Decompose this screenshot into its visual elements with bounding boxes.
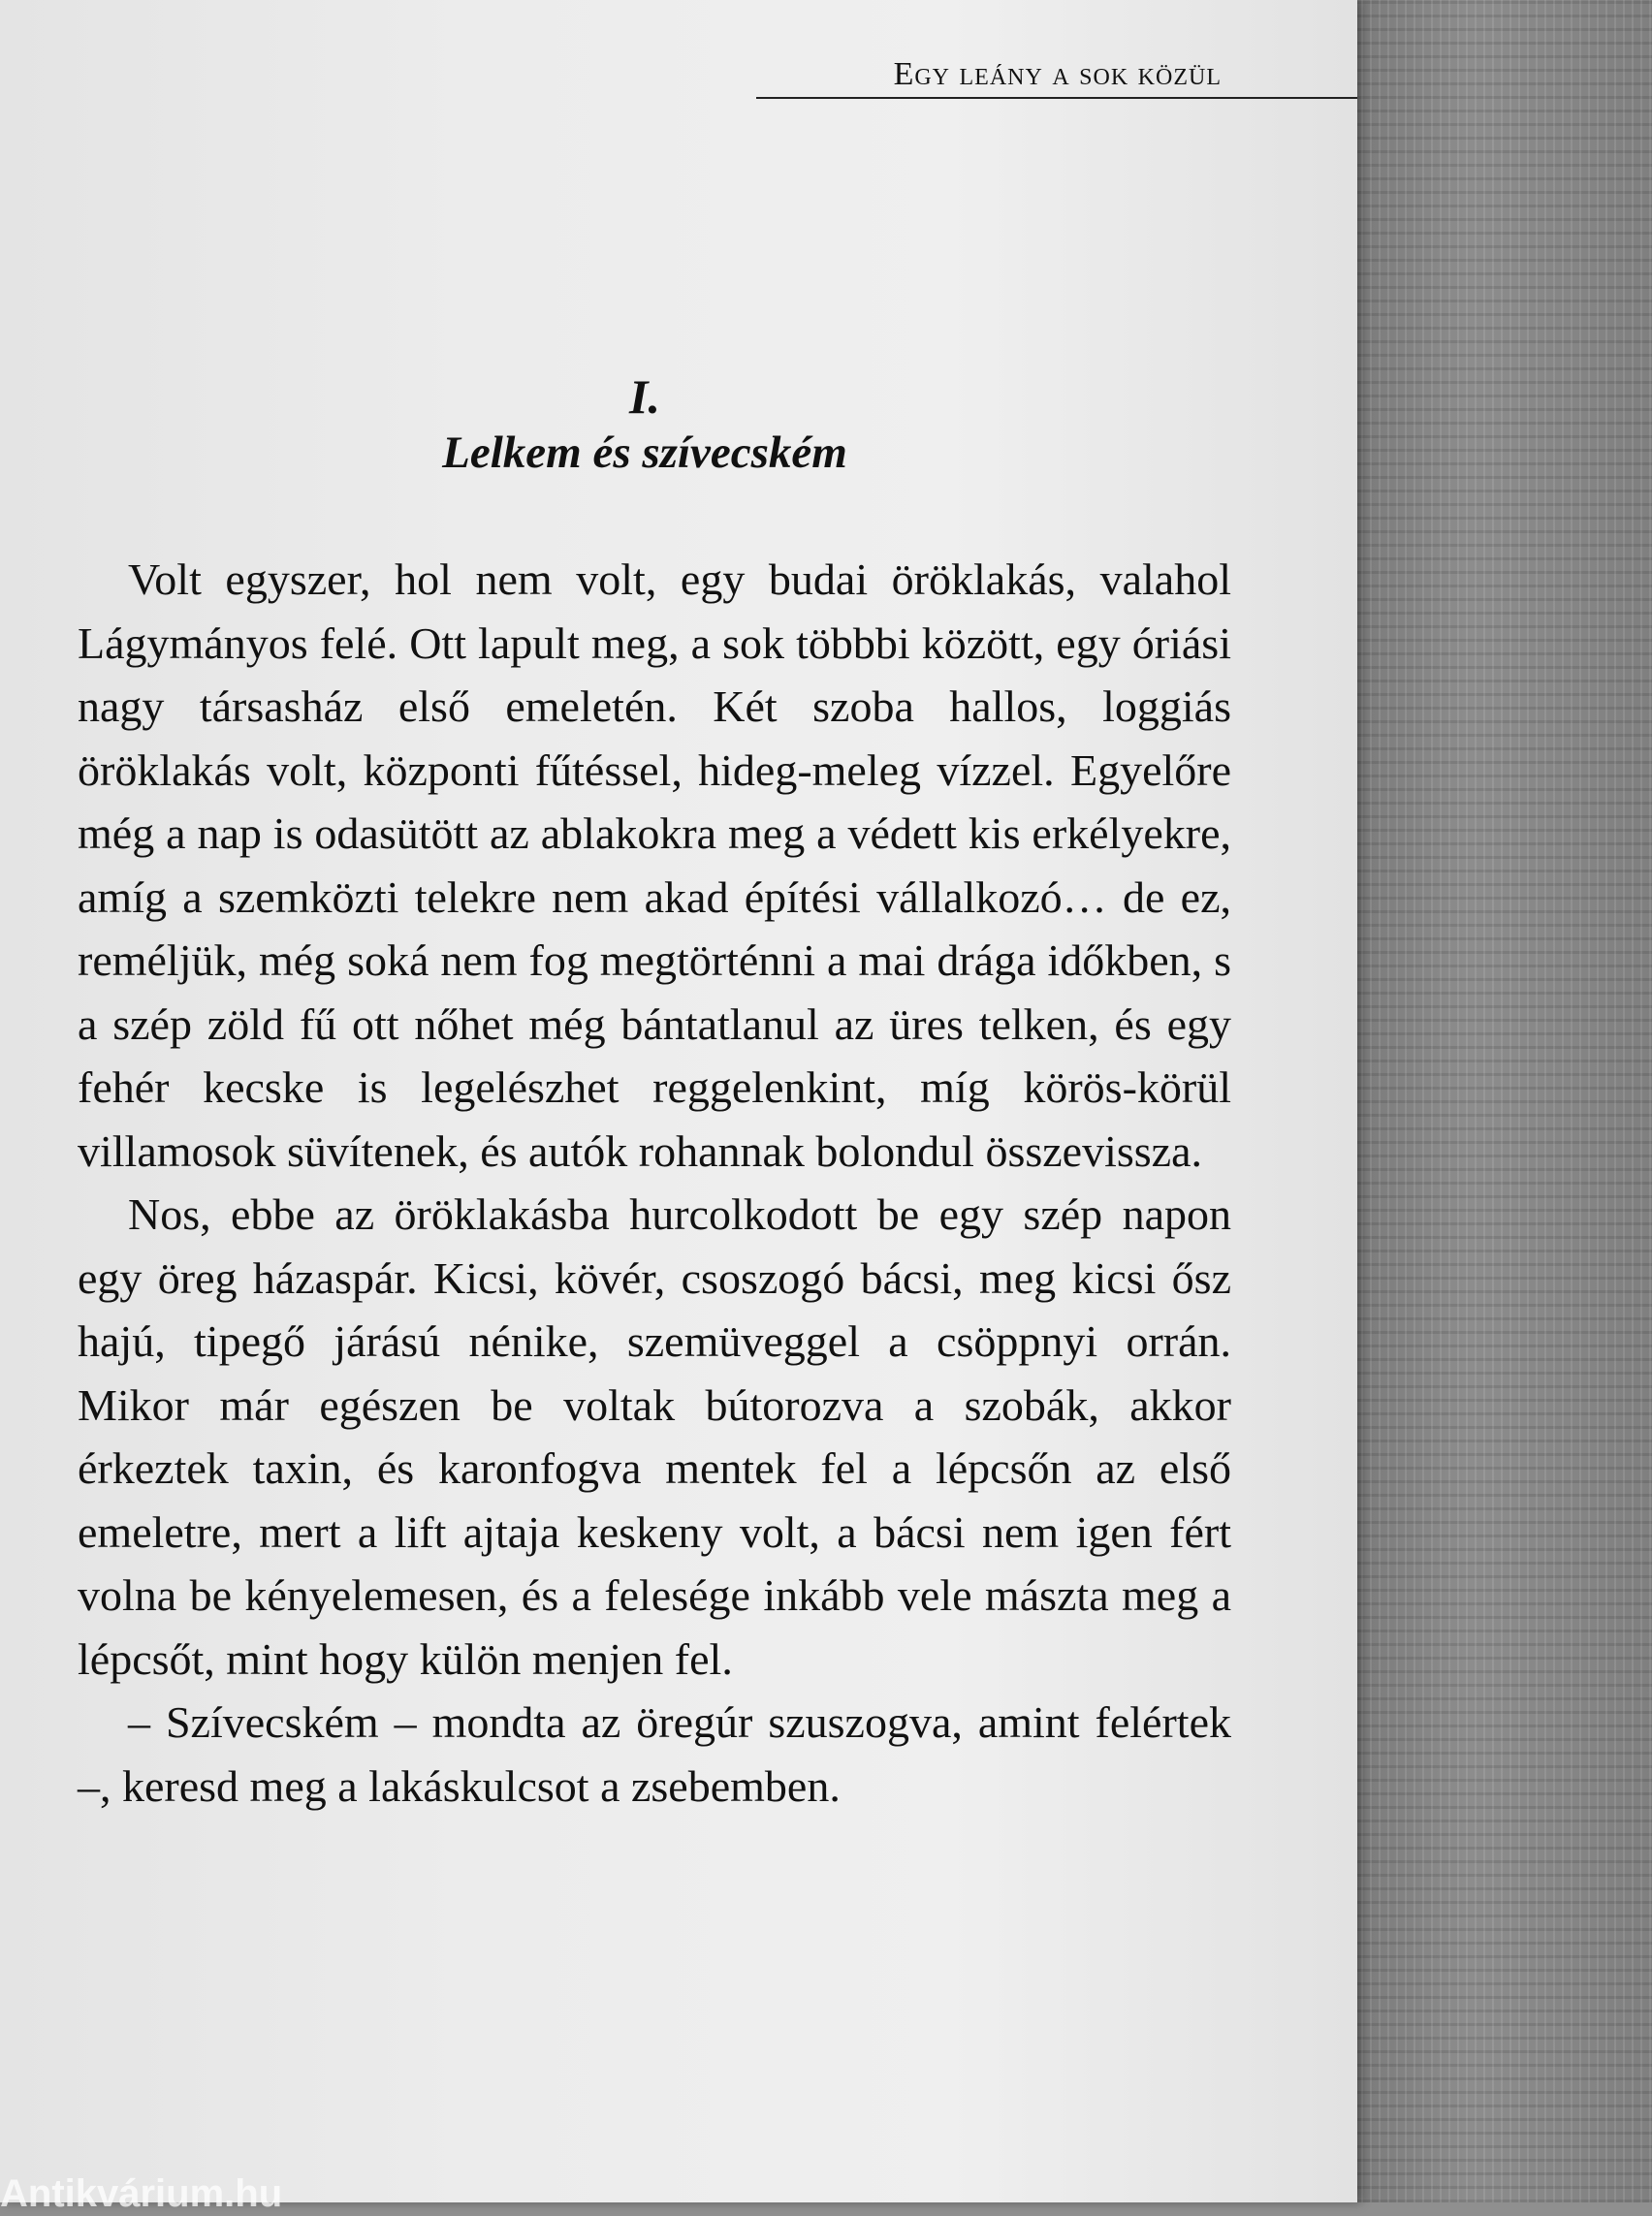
background-surface	[1352, 0, 1652, 2202]
chapter-title: Lelkem és szívecském	[442, 427, 847, 478]
running-header: Egy leány a sok közül	[893, 56, 1222, 92]
chapter-number: I.	[629, 369, 660, 424]
paragraph-1: Volt egyszer, hol nem volt, egy budai öröklakás, valahol Lágymányos felé. Ott lapult meg, a sok többbi között, egy óriási nagy társasház első emeletén. Két szoba hallos, loggiás öröklakás volt, központi fűtéssel, hideg-meleg vízzel. Egyelőre még a nap is odasütött az ablakokra meg a védett kis erkélyekre, amíg a szemközti telekre nem akad építési vállalkozó… de ez, reméljük, még soká nem fog megtörténni a mai drága időkben, s a szép zöld fű ott nőhet még bántatlanul az üres telken, és egy fehér kecske is legelészhet reggelenkint, míg körös-körül villamosok süvítenek, és autók rohannak bolondul összevissza.	[78, 554, 1231, 1176]
watermark: Antikvárium.hu	[0, 2172, 283, 2215]
body-text	[78, 548, 1231, 1818]
paragraph-3: – Szívecském – mondta az öregúr szuszogva, amint felértek –, keresd meg a lakáskulcsot a zsebemben.	[78, 1697, 1231, 1811]
header-rule	[756, 97, 1357, 99]
paragraph-2: Nos, ebbe az öröklakásba hurcolkodott be egy szép napon egy öreg házaspár. Kicsi, kövér, csoszogó bácsi, meg kicsi ősz hajú, tipegő járású nénike, szemüveggel a csöppnyi orrán. Mikor már egészen be voltak bútorozva a szobák, akkor érkeztek taxin, és karonfogva mentek fel a lépcsőn az első emeletre, mert a lift ajtaja keskeny volt, a bácsi nem igen fért volna be kényelemesen, és a felesége inkább vele másztа meg a lépcsőt, mint hogy külön menjen fel.	[78, 1189, 1231, 1684]
